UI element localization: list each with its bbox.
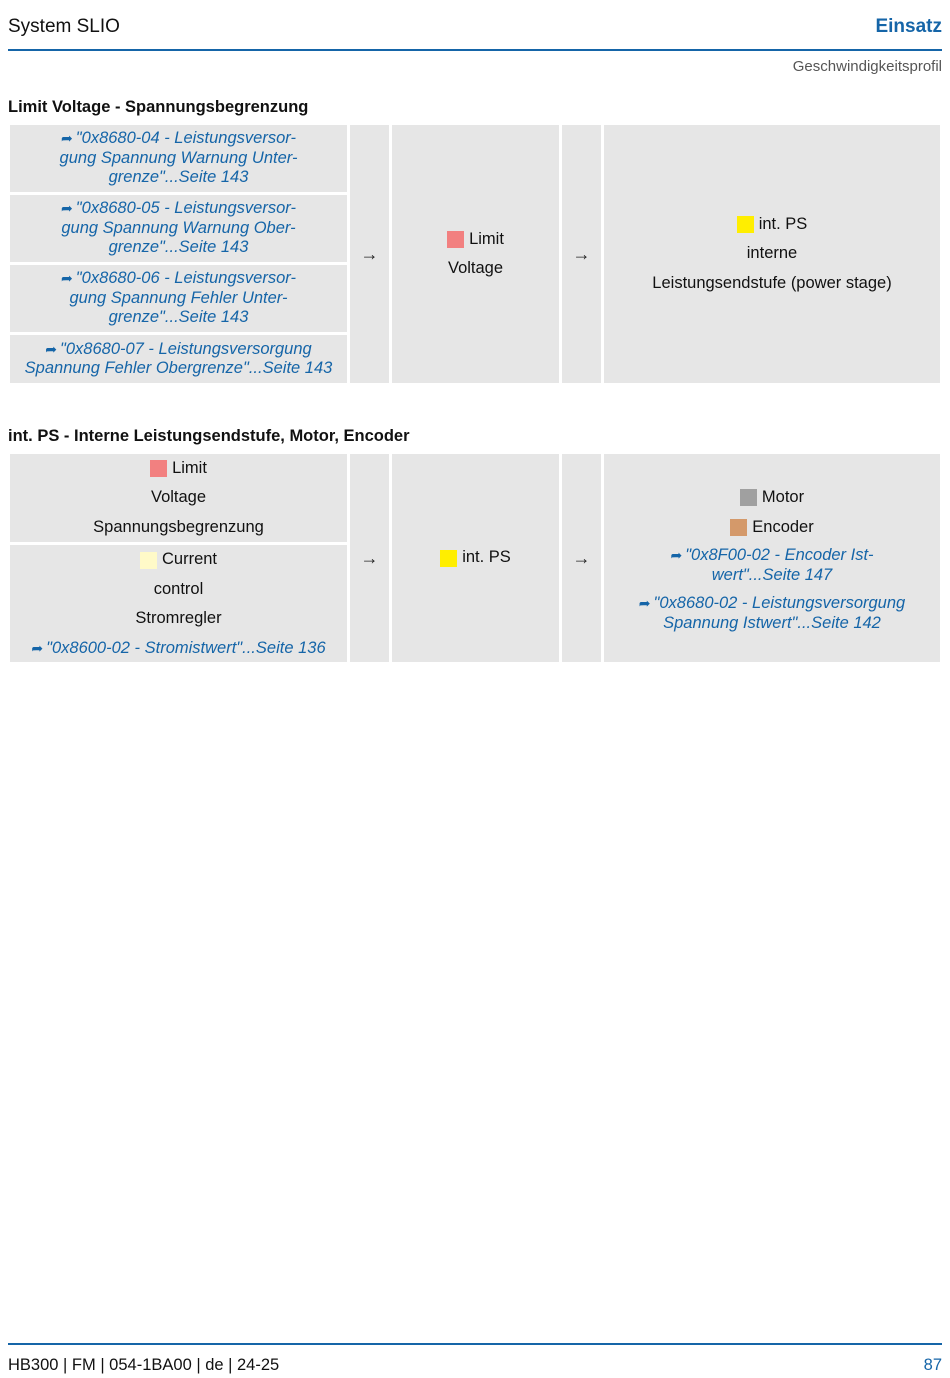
- section1-title: Limit Voltage - Spannungsbegrenzung: [8, 98, 309, 116]
- motor-encoder-cell: Motor Encoder ➦ "0x8F00-02 - Encoder Ist- wert"...Seite 147 ➦ "0x8680-02 - Leistungsversorgung Spannung Istwert"...Seite 142: [604, 454, 940, 662]
- link-arrow-icon: ➦: [45, 340, 58, 357]
- arrow-right-icon: →: [572, 547, 591, 568]
- limit-voltage-source-cell: Limit Voltage Spannungsbegrenzung: [10, 454, 347, 542]
- footer-left: HB300 | FM | 054-1BA00 | de | 24-25: [8, 1356, 280, 1374]
- link-arrow-icon: ➦: [61, 270, 73, 287]
- int-ps-cell: int. PS interne Leistungsendstufe (power stage): [604, 125, 940, 383]
- header-rule: [8, 49, 942, 51]
- limit-voltage-swatch: [447, 231, 464, 248]
- arrow-cell-1: [350, 125, 389, 383]
- header-subtitle: Geschwindigkeitsprofil: [792, 58, 942, 75]
- current-control-cell: Current control Stromregler ➦ "0x8600-02 - Stromistwert"...Seite 136: [10, 545, 347, 662]
- arrow-cell-2: [562, 125, 601, 383]
- header-right: Einsatz: [875, 16, 942, 37]
- limit-voltage-swatch: [150, 460, 167, 477]
- current-control-swatch: [140, 552, 157, 569]
- footer-rule: [8, 1343, 942, 1345]
- link-cell-2[interactable]: ➦ "0x8680-05 - Leistungsversor- gung Spannung Warnung Ober- grenze"...Seite 143: [10, 195, 347, 262]
- link-arrow-icon: ➦: [61, 200, 73, 217]
- motor-swatch: [740, 489, 757, 506]
- link-arrow-icon: ➦: [638, 595, 651, 611]
- link-arrow-icon: ➦: [31, 639, 44, 656]
- encoder-swatch: [730, 519, 747, 536]
- limit-voltage-cell: Limit Voltage: [392, 125, 559, 383]
- int-ps-target-cell: int. PS: [392, 454, 559, 662]
- int-ps-swatch: [737, 216, 754, 233]
- spannung-istwert-link[interactable]: ➦ "0x8680-02 - Leistungsversorgung Spannung Istwert"...Seite 142: [638, 594, 906, 632]
- int-ps-swatch: [440, 550, 457, 567]
- section2-title: int. PS - Interne Leistungsendstufe, Motor, Encoder: [8, 427, 410, 445]
- link-cell-1[interactable]: ➦ "0x8680-04 - Leistungsversor- gung Spannung Warnung Unter- grenze"...Seite 143: [10, 125, 347, 192]
- stromistwert-link[interactable]: ➦ "0x8600-02 - Stromistwert"...Seite 136: [31, 634, 325, 662]
- header-left: System SLIO: [8, 16, 120, 37]
- link-arrow-icon: ➦: [670, 547, 683, 563]
- link-cell-3[interactable]: ➦ "0x8680-06 - Leistungsversor- gung Spannung Fehler Unter- grenze"...Seite 143: [10, 265, 347, 332]
- encoder-istwert-link[interactable]: ➦ "0x8F00-02 - Encoder Ist- wert"...Seite 147: [670, 546, 874, 584]
- link-cell-4[interactable]: ➦ "0x8680-07 - Leistungsversorgung Spannung Fehler Obergrenze"...Seite 143: [10, 335, 347, 383]
- page-number: 87: [923, 1356, 942, 1374]
- arrow-right-icon: →: [360, 547, 379, 568]
- arrow-right-icon: →: [572, 243, 591, 264]
- link-arrow-icon: ➦: [61, 130, 73, 147]
- arrow-cell-4: [562, 454, 601, 662]
- arrow-cell-3: [350, 454, 389, 662]
- arrow-right-icon: →: [360, 243, 379, 264]
